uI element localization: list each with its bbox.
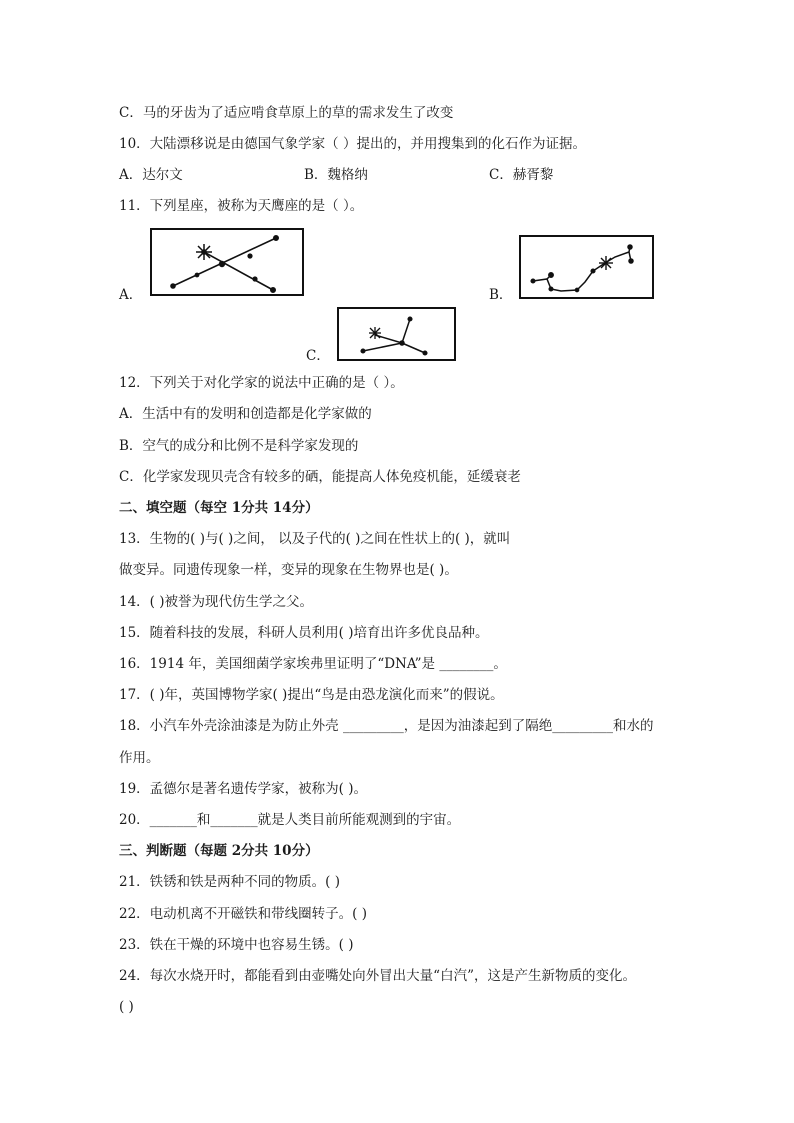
q12-option-b: B．空气的成分和比例不是科学家发现的 [119, 438, 359, 454]
question-10: 10．大陆漂移说是由德国气象学家（ ）提出的，并用搜集到的化石作为证据。 [119, 136, 586, 152]
question-16: 16．1914 年，美国细菌学家埃弗里证明了“DNA”是 ________。 [119, 656, 507, 672]
constellation-c-image [337, 307, 456, 361]
question-24: 24．每次水烧开时，都能看到由壶嘴处向外冒出大量“白汽”，这是产生新物质的变化。 [119, 968, 636, 984]
question-15: 15．随着科技的发展，科研人员利用( )培育出许多优良品种。 [119, 625, 489, 641]
question-12: 12．下列关于对化学家的说法中正确的是（ ）。 [119, 375, 404, 391]
constellation-b-image [519, 235, 654, 299]
q10-option-b: B．魏格纳 [304, 167, 368, 183]
q11-option-a-label: A． [119, 287, 143, 303]
question-18: 18．小汽车外壳涂油漆是为防止外壳 _________，是因为油漆起到了隔绝_________和水的 [119, 718, 654, 734]
question-24-answer: ( ) [119, 999, 134, 1015]
question-17: 17．( )年，英国博物学家( )提出“鸟是由恐龙演化而来”的假说。 [119, 687, 504, 703]
question-22: 22．电动机离不开磁铁和带线圈转子。( ) [119, 906, 368, 922]
question-11: 11．下列星座，被称为天鹰座的是（ ）。 [119, 198, 364, 214]
q12-option-a: A．生活中有的发明和创造都是化学家做的 [119, 406, 372, 422]
q11-option-b-label: B． [489, 287, 513, 303]
q12-option-c: C．化学家发现贝壳含有较多的硒，能提高人体免疫机能，延缓衰老 [119, 469, 521, 485]
q11-option-c-label: C． [306, 348, 330, 364]
question-14: 14．( )被誉为现代仿生学之父。 [119, 594, 314, 610]
section-fill-in-heading: 二、填空题（每空 1分共 14分） [119, 500, 319, 516]
question-18-cont: 作用。 [119, 750, 160, 766]
q10-option-c: C．赫胥黎 [489, 167, 554, 183]
question-20: 20．_______和_______就是人类目前所能观测到的宇宙。 [119, 812, 461, 828]
question-13: 13．生物的( )与( )之间， 以及子代的( )之间在性状上的( )，就叫 [119, 531, 511, 547]
option-c-q9: C．马的牙齿为了适应啃食草原上的草的需求发生了改变 [119, 105, 454, 121]
question-21: 21．铁锈和铁是两种不同的物质。( ) [119, 874, 341, 890]
question-19: 19．孟德尔是著名遗传学家，被称为( )。 [119, 781, 368, 797]
question-23: 23．铁在干燥的环境中也容易生锈。( ) [119, 937, 354, 953]
question-13-cont: 做变异。同遗传现象一样，变异的现象在生物界也是( )。 [119, 562, 458, 578]
constellation-a-image [150, 228, 304, 296]
section-judgment-heading: 三、判断题（每题 2分共 10分） [119, 843, 319, 859]
q10-option-a: A．达尔文 [119, 167, 183, 183]
